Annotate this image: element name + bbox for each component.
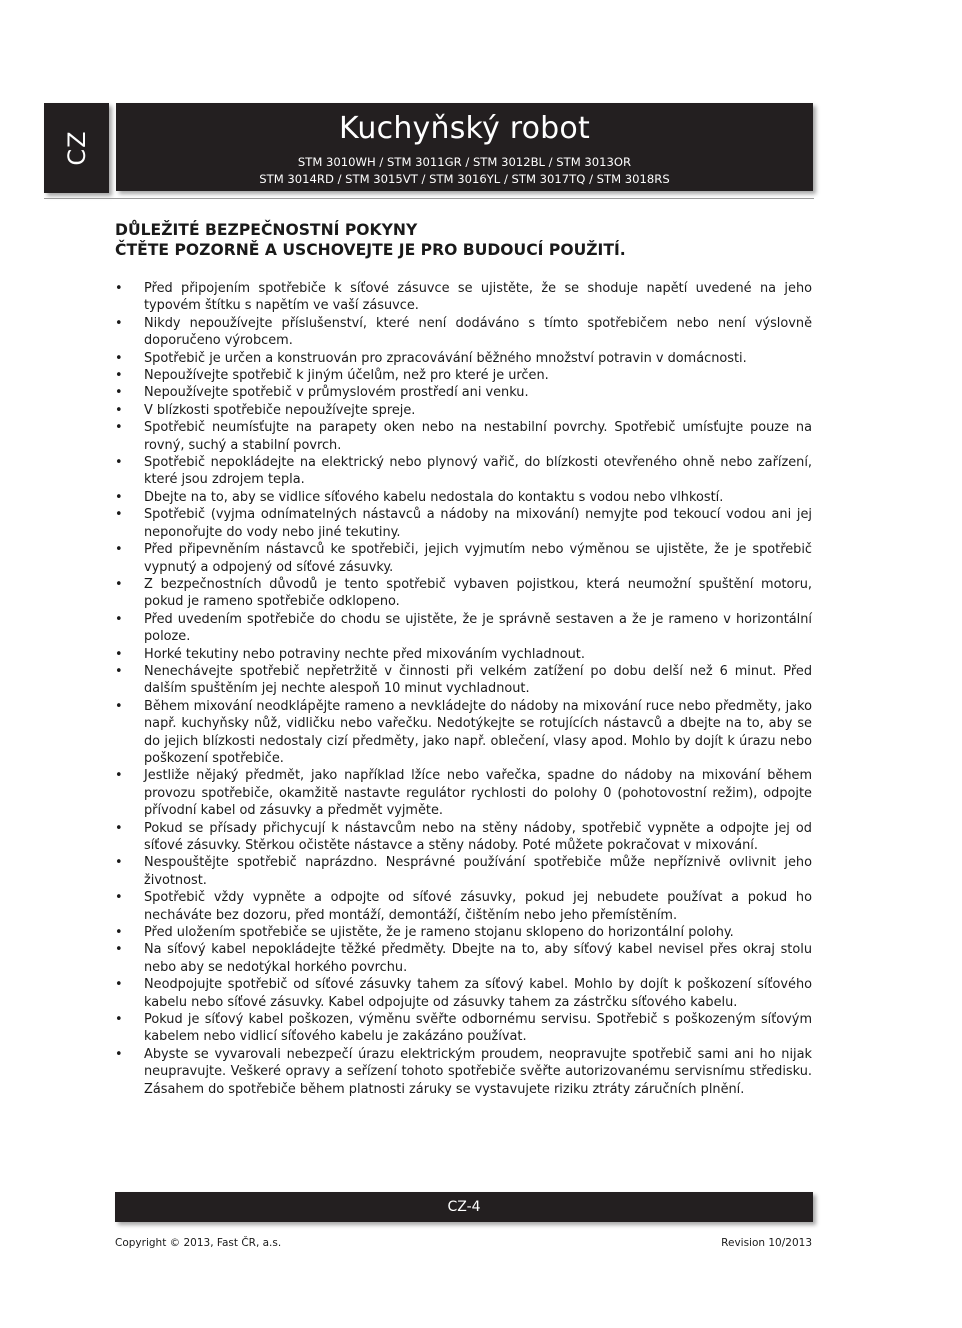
- page-title: Kuchyňský robot: [339, 111, 590, 146]
- page-number: CZ-4: [447, 1199, 481, 1215]
- list-item: • Abyste se vyvarovali nebezpečí úrazu elektrickým proudem, neopravujte spotřebič sami ani ho nijak neupravujte. Veškeré opravy a seřízení tohoto spotřebiče svěřte autorizovanému servisnímu středisku. Zásahem do spotřebiče během platnosti záruky se vystavujete riziku ztráty záručních plnění.: [115, 1046, 812, 1098]
- section-subheading: ČTĚTE POZORNĚ A USCHOVEJTE JE PRO BUDOUCÍ POUŽITÍ.: [115, 241, 626, 259]
- revision-label: Revision 10/2013: [721, 1237, 812, 1249]
- list-item: • Spotřebič (vyjma odnímatelných nástavců a nádoby na mixování) nemyjte pod tekoucí vodou ani jej neponořujte do vody nebo jiné tekutiny.: [115, 506, 812, 541]
- model-list-line-2: STM 3014RD / STM 3015VT / STM 3016YL / STM 3017TQ / STM 3018RS: [259, 172, 670, 186]
- list-item: • Spotřebič nepokládejte na elektrický nebo plynový vařič, do blízkosti otevřeného ohně nebo zařízení, které jsou zdrojem tepla.: [115, 454, 812, 489]
- list-item: • Horké tekutiny nebo potraviny nechte před mixováním vychladnout.: [115, 646, 812, 663]
- list-item: • Nenechávejte spotřebič nepřetržitě v činnosti při velkém zatížení po dobu delší než 6 minut. Před dalším spuštěním jej nechte alespoň 10 minut vychladnout.: [115, 663, 812, 698]
- list-item: • Pokud je síťový kabel poškozen, výměnu svěřte odbornému servisu. Spotřebič s poškozeným síťovým kabelem nebo vidlicí síťového kabelu je zakázáno používat.: [115, 1011, 812, 1046]
- list-item: • Nepoužívejte spotřebič v průmyslovém prostředí ani venku.: [115, 384, 812, 401]
- header-divider: [44, 198, 814, 199]
- list-item: • Dbejte na to, aby se vidlice síťového kabelu nedostala do kontaktu s vodou nebo vlhkostí.: [115, 489, 812, 506]
- page-number-bar: [115, 1192, 813, 1222]
- list-item: • Spotřebič vždy vypněte a odpojte od síťové zásuvky, pokud jej nebudete používat a pokud ho necháváte bez dozoru, před montáží, demontáží, čištěním nebo jeho přemístěním.: [115, 889, 812, 924]
- list-item: • Během mixování neodklápějte rameno a nevkládejte do nádoby na mixování ruce nebo předměty, jako např. kuchyňsky nůž, vidličku nebo vařečku. Nedotýkejte se rotujících nástavců a dbejte na to, aby se do jejich blízkosti nedostaly cizí předměty, jako např. oblečení, vlasy apod. Mohlo by dojít k úrazu nebo poškození spotřebiče.: [115, 698, 812, 768]
- list-item: • Nikdy nepoužívejte příslušenství, které není dodáváno s tímto spotřebičem nebo není výslovně doporučeno výrobcem.: [115, 315, 812, 350]
- list-item: • Nepoužívejte spotřebič k jiným účelům, než pro které je určen.: [115, 367, 812, 384]
- header-banner: [116, 103, 813, 191]
- list-item: • Pokud se přísady přichycují k nástavcům nebo na stěny nádoby, spotřebič vypněte a odpojte jej od síťové zásuvky. Stěrkou očistěte nástavce a stěny nádoby. Poté můžete pokračovat v mixování.: [115, 820, 812, 855]
- list-item: • Neodpojujte spotřebič od síťové zásuvky tahem za síťový kabel. Mohlo by dojít k poškození síťového kabelu nebo síťové zásuvky. Kabel odpojujte od zásuvky tahem za zástrčku síťového kabelu.: [115, 976, 812, 1011]
- language-code: CZ: [62, 130, 91, 166]
- list-item: • Na síťový kabel nepokládejte těžké předměty. Dbejte na to, aby síťový kabel nevisel přes okraj stolu nebo aby se nedotýkal horkého povrchu.: [115, 941, 812, 976]
- safety-instructions-list: [115, 280, 812, 1098]
- list-item: • Před uvedením spotřebiče do chodu se ujistěte, že je správně sestaven a že je rameno v horizontální poloze.: [115, 611, 812, 646]
- list-item: • Nespouštějte spotřebič naprázdno. Nesprávné používání spotřebiče může nepříznivě ovlivnit jeho životnost.: [115, 854, 812, 889]
- list-item: • V blízkosti spotřebiče nepoužívejte spreje.: [115, 402, 812, 419]
- language-tab: [44, 103, 109, 193]
- list-item: • Jestliže nějaký předmět, jako například lžíce nebo vařečka, spadne do nádoby na mixování během provozu spotřebiče, okamžitě nastavte regulátor rychlosti do polohy 0 (pohotovostní režim), odpojte přívodní kabel od zásuvky a předmět vyjměte.: [115, 767, 812, 819]
- list-item: • Před uložením spotřebiče se ujistěte, že je rameno stojanu sklopeno do horizontální polohy.: [115, 924, 812, 941]
- copyright-notice: Copyright © 2013, Fast ČR, a.s.: [115, 1237, 282, 1249]
- list-item: • Před připevněním nástavců ke spotřebiči, jejich vyjmutím nebo výměnou se ujistěte, že je spotřebič vypnutý a odpojený od síťové zásuvky.: [115, 541, 812, 576]
- section-heading: DŮLEŽITÉ BEZPEČNOSTNÍ POKYNY: [115, 221, 418, 239]
- list-item: • Z bezpečnostních důvodů je tento spotřebič vybaven pojistkou, která neumožní spuštění motoru, pokud je rameno spotřebiče odklopeno.: [115, 576, 812, 611]
- list-item: • Spotřebič je určen a konstruován pro zpracovávání běžného množství potravin v domácnosti.: [115, 350, 812, 367]
- list-item: • Před připojením spotřebiče k síťové zásuvce se ujistěte, že se shoduje napětí uvedené na jeho typovém štítku s napětím ve vaší zásuvce.: [115, 280, 812, 315]
- model-list-line-1: STM 3010WH / STM 3011GR / STM 3012BL / STM 3013OR: [297, 155, 632, 169]
- list-item: • Spotřebič neumísťujte na parapety oken nebo na nestabilní povrchy. Spotřebič umísťujte pouze na rovný, suchý a stabilní povrch.: [115, 419, 812, 454]
